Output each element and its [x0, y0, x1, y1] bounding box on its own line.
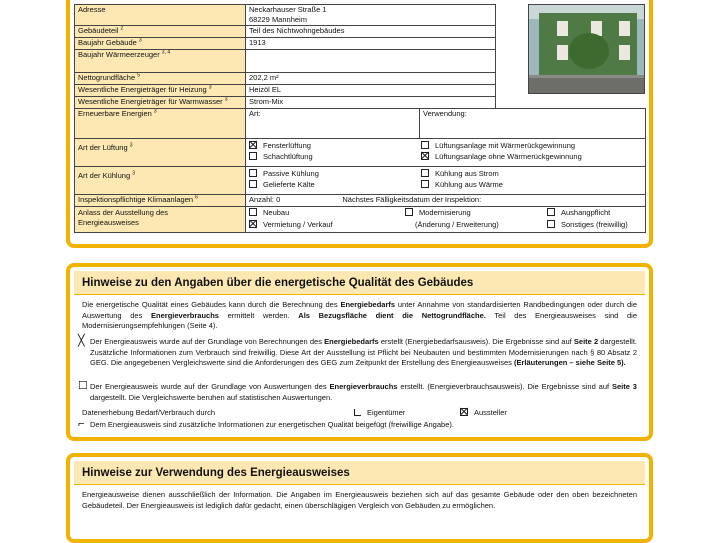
checkbox-checked-icon[interactable] [460, 408, 468, 416]
address-label: Adresse [75, 5, 246, 26]
heating-energy-value: Heizöl EL [246, 85, 496, 97]
demand-certificate-option[interactable]: ╳ Der Energieausweis wurde auf der Grundlage von Berechnungen des Energiebedarfs erstellt (Energiebedarfsausweis). Die Ergebnisse sind auf Seite 2 dargestellt. Zusätzliche Informationen zum Verbrauch sind freiwillig. Diese Art der Ausstellung ist Pflicht bei Neubauten und bestimmten Modernisierungen nach § 80 Absatz 2 GEG. Die angegebenen Vergleichswerte sind die Anforderungen des GEG zum Zeitpunkt der Erstellung des Energieausweises (Erläuterungen – siehe Seite 5). [78, 335, 637, 367]
heat-generator-year-label: Baujahr Wärmeerzeuger $^{3, 4}$ [75, 50, 246, 73]
cooling-heat[interactable]: Kühlung aus Wärme [421, 180, 503, 190]
checkbox-icon[interactable] [421, 180, 429, 188]
checkbox-icon[interactable] [249, 169, 257, 177]
quality-hints-title: Hinweise zu den Angaben über die energetische Qualität des Gebäudes [74, 271, 645, 295]
consumption-certificate-option[interactable]: ☐ Der Energieausweis wurde auf der Grundlage von Auswertungen des Energieverbrauchs erstellt. (Energieverbrauchsausweis). Die Ergebnisse sind auf Seite 3 dargestellt. Die Vergleichswerte beruhen auf statistischen Auswertungen. [78, 380, 637, 402]
quality-hints-panel [66, 263, 653, 441]
net-floor-area-value: 202,2 m² [246, 73, 496, 85]
ventilation-shaft[interactable]: Schachtlüftung [249, 152, 313, 162]
checkbox-icon[interactable] [354, 409, 361, 416]
cooling-delivered[interactable]: Gelieferte Kälte [249, 180, 315, 190]
construction-year-value: 1913 [246, 38, 496, 50]
heating-energy-label: Wesentliche Energieträger für Heizung $^3$ [75, 85, 246, 97]
checkbox-icon[interactable] [249, 152, 257, 160]
inspection-count: Anzahl: 0 [249, 195, 281, 204]
ventilation-without-recovery[interactable]: Lüftungsanlage ohne Wärmerückgewinnung [421, 152, 582, 162]
checkbox-checked-icon[interactable]: ╳ [78, 335, 85, 347]
building-part-value: Teil des Nichtwohngebäudes [246, 26, 496, 38]
building-data-panel [66, 0, 653, 248]
data-collection-label: Datenerhebung Bedarf/Verbrauch durch [82, 408, 216, 417]
ventilation-label: Art der Lüftung $^3$ [75, 139, 246, 167]
ventilation-with-recovery[interactable]: Lüftungsanlage mit Wärmerückgewinnung [421, 141, 575, 151]
cooling-electric[interactable]: Kühlung aus Strom [421, 169, 499, 179]
checkbox-checked-icon[interactable] [249, 220, 257, 228]
checkbox-icon[interactable] [249, 180, 257, 188]
additional-info-option[interactable]: ⌐ Dem Energieausweis sind zusätzliche Informationen zur energetischen Qualität beigefügt (freiwillige Angabe). [78, 418, 454, 430]
inspection-due: Nächstes Fälligkeitsdatum der Inspektion: [342, 195, 482, 204]
checkbox-checked-icon[interactable] [421, 152, 429, 160]
usage-hints-text: Energieausweise dienen ausschließlich der Information. Die Angaben im Energieausweis beziehen sich auf das gesamte Gebäude oder den oben bezeichneten Gebäudeteil. Der Energieausweis ist lediglich dafür gedacht, einen überschlägigen Vergleich von Gebäuden zu ermöglichen. [82, 490, 637, 510]
building-photo-image [529, 5, 645, 94]
usage-hints-title: Hinweise zur Verwendung des Energieausweises [74, 461, 645, 485]
hot-water-energy-label: Wesentliche Energieträger für Warmwasser $^3$ [75, 97, 246, 109]
inspection-values [246, 195, 646, 207]
checkbox-icon[interactable] [421, 141, 429, 149]
hot-water-energy-value: Strom-Mix [246, 97, 496, 109]
renewable-usage: Verwendung: [420, 109, 646, 139]
renewable-label: Erneuerbare Energien $^3$ [75, 109, 246, 139]
cooling-label: Art der Kühlung $^3$ [75, 167, 246, 195]
occasion-rent-sale[interactable]: Vermietung / Verkauf [249, 220, 333, 230]
checkbox-icon[interactable] [421, 169, 429, 177]
checkbox-icon[interactable] [249, 208, 257, 216]
occasion-modernisation[interactable]: Modernisierung [405, 208, 471, 218]
collection-issuer-option[interactable]: Aussteller [460, 408, 507, 419]
occasion-display-obligation[interactable]: Aushangpflicht [547, 208, 610, 218]
occasion-options [246, 207, 646, 233]
construction-year-label: Baujahr Gebäude $^3$ [75, 38, 246, 50]
checkbox-checked-icon[interactable] [249, 141, 257, 149]
ventilation-options [246, 139, 646, 167]
inspection-label: Inspektionspflichtige Klimaanlagen $^6$ [75, 195, 246, 207]
quality-intro: Die energetische Qualität eines Gebäudes kann durch die Berechnung des Energiebedarfs unter Annahme von standardisierten Randbedingungen oder durch die Auswertung des Energieverbrauchs ermittelt werden. Als Bezugsfläche dient die Nettogrundfläche. Teil des Energieausweises sind die Modernisierungsempfehlungen (Seite 4). [82, 300, 637, 330]
heat-generator-year-value [246, 50, 496, 73]
occasion-change-extension: (Änderung / Erweiterung) [415, 220, 499, 229]
address-value: Neckarhauser Straße 1 68229 Mannheim [246, 5, 496, 26]
occasion-other[interactable]: Sonstiges (freiwillig) [547, 220, 628, 230]
checkbox-icon[interactable] [547, 208, 555, 216]
building-photo [528, 4, 645, 94]
net-floor-area-label: Nettogrundfläche $^5$ [75, 73, 246, 85]
data-collection-row [82, 408, 637, 419]
ventilation-window[interactable]: Fensterlüftung [249, 141, 311, 151]
checkbox-icon[interactable] [547, 220, 555, 228]
checkbox-icon[interactable]: ⌐ [78, 418, 85, 430]
renewable-type: Art: [246, 109, 420, 139]
occasion-new-build[interactable]: Neubau [249, 208, 289, 218]
building-part-label: Gebäudeteil $^2$ [75, 26, 246, 38]
occasion-label: Anlass der Ausstellung des Energieausweises [75, 207, 246, 233]
cooling-options [246, 167, 646, 195]
checkbox-icon[interactable]: ☐ [78, 380, 88, 392]
collection-owner-option[interactable]: Eigentümer [354, 408, 405, 419]
checkbox-icon[interactable] [405, 208, 413, 216]
cooling-passive[interactable]: Passive Kühlung [249, 169, 319, 179]
